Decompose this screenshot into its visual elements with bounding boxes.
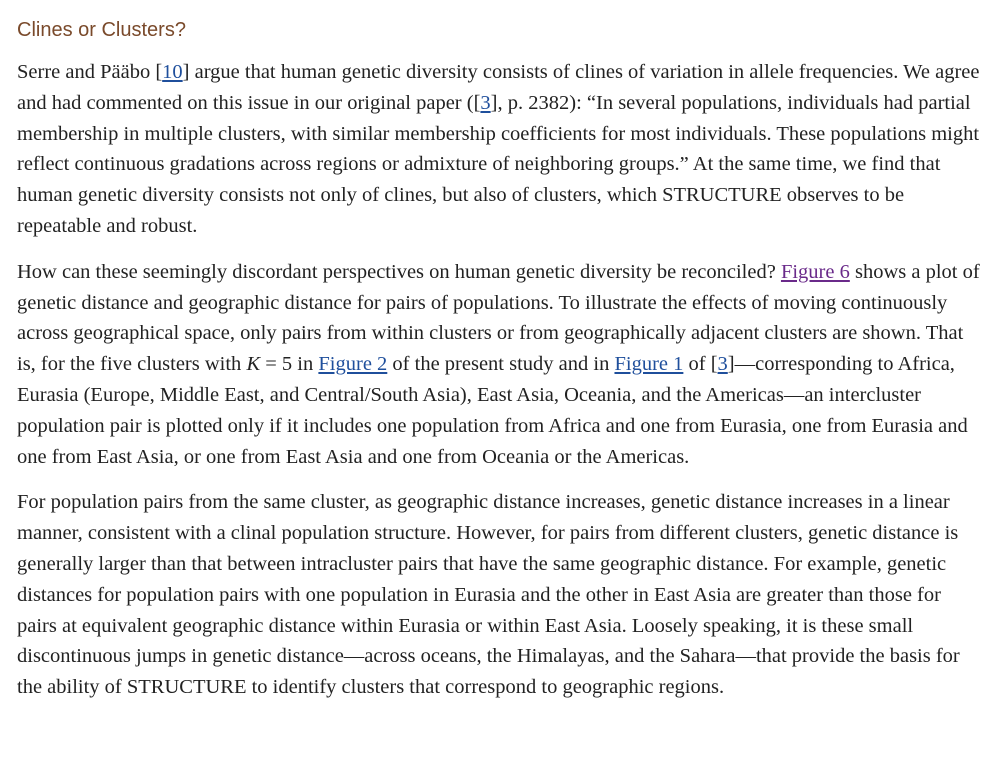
reference-link-3[interactable]: 3 (480, 91, 491, 114)
figure-1-link[interactable]: Figure 1 (614, 353, 684, 376)
reference-link-10[interactable]: 10 (162, 61, 183, 83)
figure-6-link[interactable]: Figure 6 (780, 260, 850, 283)
p2-text-3: = 5 in (260, 353, 319, 376)
p2-text-2: shows a plot of genetic distance and geographic distance for pairs of populations. To illustrate the effects of moving continuously across geographical space, only pairs from within clusters or from geographically adjacent clusters are shown. That is, for the five clusters with (17, 260, 980, 376)
p1-text-1: Serre and Pääbo [ (17, 61, 163, 83)
paragraph-3: For population pairs from the same cluster, as geographic distance increases, genetic distance increases in a linear manner, consistent with a clinal population structure. However, for pairs from different clusters, genetic distance is generally larger than that between intracluster pairs that have the same geographic distance. For example, genetic distances for population pairs with one population in Eurasia and the other in East Asia are greater than those for pairs at equivalent geographic distance within Eurasia or within East Asia. Loosely speaking, it is these small discontinuous jumps in genetic distance—across oceans, the Himalayas, and the Sahara—that provide the basis for the ability of STRUCTURE to identify clusters that correspond to geographic regions. (17, 491, 960, 699)
article-body (17, 15, 985, 718)
p2-text-1: How can these seemingly discordant perspectives on human genetic diversity be reconciled? (17, 260, 781, 283)
p1-text-2: ] argue that human genetic diversity consists of clines of variation in allele frequencies. We agree and had commented on this issue in our original paper ([ (17, 61, 980, 114)
p2-text-6: ]—corresponding to Africa, Eurasia (Europe, Middle East, and Central/South Asia), East Asia, Oceania, and the Americas—an intercluster population pair is plotted only if it includes one population from Africa and one from Eurasia, one from Eurasia and one from East Asia, or one from East Asia and one from Oceania or the Americas. (17, 353, 968, 468)
p1-text-3: ], p. 2382): “In several populations, individuals had partial membership in multiple clusters, with similar membership coefficients for most individuals. These populations might reflect continuous gradations across regions or admixture of neighboring groups.” At the same time, we find that human genetic diversity consists not only of clines, but also of clusters, which STRUCTURE observes to be repeatable and robust. (17, 91, 980, 237)
figure-2-link[interactable]: Figure 2 (318, 353, 388, 376)
reference-link-3b[interactable]: 3 (717, 353, 728, 376)
p2-text-4: of the present study and in (387, 353, 615, 376)
k-variable: K (246, 353, 261, 376)
paragraph-1 (17, 57, 985, 242)
p2-text-5: of [ (683, 353, 718, 376)
paragraph-2 (17, 257, 985, 473)
section-title: Clines or Clusters? (17, 19, 186, 41)
